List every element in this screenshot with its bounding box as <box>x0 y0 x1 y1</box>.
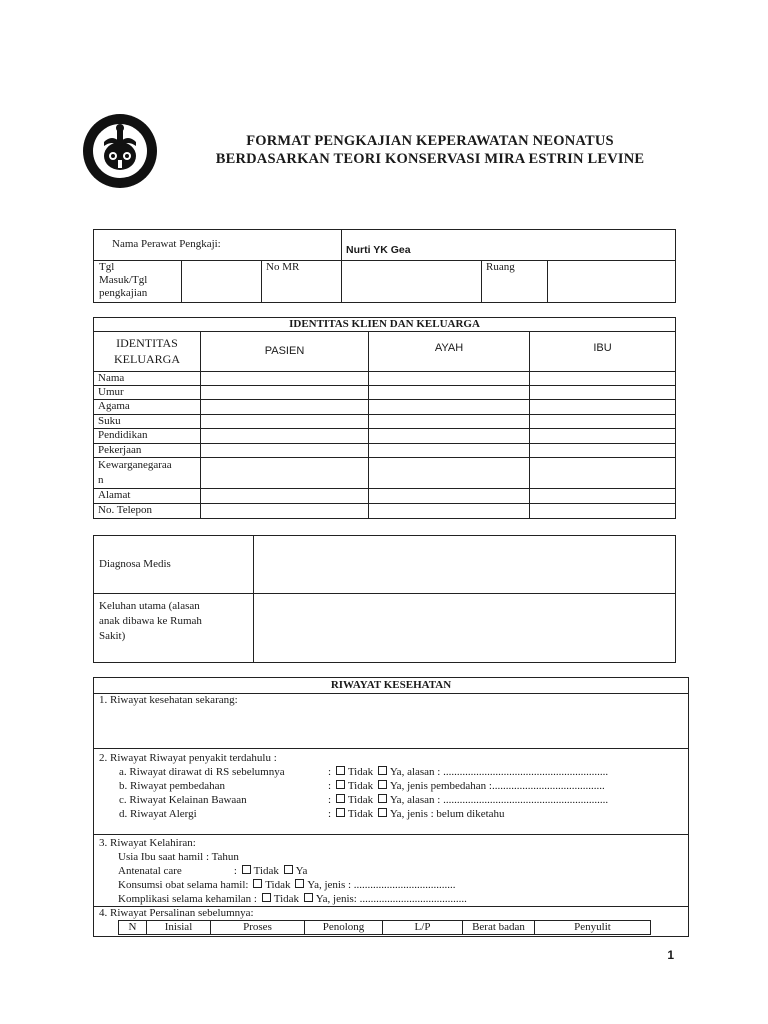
checkbox-ya[interactable] <box>378 766 387 775</box>
row-label: Pekerjaan <box>94 444 201 458</box>
col-patient: PASIEN <box>201 332 369 372</box>
cell[interactable] <box>530 400 676 415</box>
diagnosis-label: Diagnosa Medis <box>94 536 254 594</box>
mr-label: No MR <box>262 261 342 303</box>
cell[interactable] <box>369 400 530 415</box>
checkbox-ya[interactable] <box>304 893 313 902</box>
history-item-2a: a. Riwayat dirawat di RS sebelumnya <box>119 766 285 778</box>
history-item-2c: c. Riwayat Kelainan Bawaan <box>119 794 247 806</box>
cell[interactable] <box>201 504 369 519</box>
cell[interactable] <box>201 415 369 429</box>
checkbox-tidak[interactable] <box>336 808 345 817</box>
col-weight: Berat badan <box>463 921 535 935</box>
mother-age: Usia Ibu saat hamil : Tahun <box>118 851 239 863</box>
cell[interactable] <box>201 372 369 386</box>
col-initial: Inisial <box>147 921 211 935</box>
date-label: Tgl Masuk/Tgl pengkajian <box>94 261 182 303</box>
checkbox-tidak[interactable] <box>253 879 262 888</box>
checkbox-tidak[interactable] <box>242 865 251 874</box>
cell[interactable] <box>201 429 369 444</box>
info-table <box>93 229 676 303</box>
cell[interactable] <box>201 458 369 489</box>
cell[interactable] <box>530 386 676 400</box>
history-item-2c-options: : Tidak Ya, alasan : ............................................................ <box>328 794 609 806</box>
history-item-1: 1. Riwayat kesehatan sekarang: <box>99 694 238 706</box>
row-label: No. Telepon <box>94 504 201 519</box>
row-label: Kewarganegaraa n <box>94 458 201 489</box>
delivery-history-table <box>118 920 651 935</box>
date-field[interactable] <box>182 261 262 303</box>
university-logo <box>82 112 158 190</box>
pregnancy-complications: Komplikasi selama kehamilan : Tidak Ya, jenis: ....................................... <box>118 893 467 905</box>
history-item-3: 3. Riwayat Kelahiran: <box>99 837 196 849</box>
cell[interactable] <box>201 400 369 415</box>
history-item-4: 4. Riwayat Persalinan sebelumnya: <box>99 907 254 919</box>
col-process: Proses <box>211 921 305 935</box>
document-title-line-1: FORMAT PENGKAJIAN KEPERAWATAN NEONATUS <box>246 133 614 149</box>
history-section-title: RIWAYAT KESEHATAN <box>93 677 689 694</box>
col-n: N <box>119 921 147 935</box>
cell[interactable] <box>530 458 676 489</box>
cell[interactable] <box>369 386 530 400</box>
cell[interactable] <box>201 386 369 400</box>
drug-consumption: Konsumsi obat selama hamil: Tidak Ya, jenis : ..................................... <box>118 879 456 891</box>
row-label: Alamat <box>94 489 201 504</box>
cell[interactable] <box>201 489 369 504</box>
row-label: Nama <box>94 372 201 386</box>
cell[interactable] <box>530 429 676 444</box>
history-item-2b: b. Riwayat pembedahan <box>119 780 225 792</box>
cell[interactable] <box>530 504 676 519</box>
checkbox-ya[interactable] <box>284 865 293 874</box>
history-item-2a-options: : Tidak Ya, alasan : ............................................................ <box>328 766 609 778</box>
cell[interactable] <box>369 415 530 429</box>
mr-field[interactable] <box>342 261 482 303</box>
divider <box>93 748 688 749</box>
col-family-identity: IDENTITAS KELUARGA <box>94 332 201 372</box>
complaint-field[interactable] <box>254 594 676 663</box>
identity-table <box>93 317 676 519</box>
cell[interactable] <box>530 489 676 504</box>
row-label: Pendidikan <box>94 429 201 444</box>
nurse-name[interactable]: Nurti YK Gea <box>346 244 411 256</box>
checkbox-tidak[interactable] <box>336 766 345 775</box>
checkbox-ya[interactable] <box>378 794 387 803</box>
nurse-label: Nama Perawat Pengkaji: <box>94 230 342 261</box>
page-number: 1 <box>667 948 674 962</box>
col-complication: Penyulit <box>535 921 651 935</box>
row-label: Suku <box>94 415 201 429</box>
diagnosis-table <box>93 535 676 663</box>
divider <box>93 834 688 835</box>
document-title-line-2: BERDASARKAN TEORI KONSERVASI MIRA ESTRIN LEVINE <box>215 151 645 167</box>
cell[interactable] <box>369 458 530 489</box>
row-label: Umur <box>94 386 201 400</box>
col-father: AYAH <box>369 332 530 372</box>
cell[interactable] <box>530 444 676 458</box>
col-mother: IBU <box>530 332 676 372</box>
room-field[interactable] <box>548 261 676 303</box>
complaint-label: Keluhan utama (alasan anak dibawa ke Rumah Sakit) <box>94 594 254 663</box>
history-item-2: 2. Riwayat Riwayat penyakit terdahulu : <box>99 752 277 764</box>
col-sex: L/P <box>383 921 463 935</box>
diagnosis-field[interactable] <box>254 536 676 594</box>
cell[interactable] <box>530 415 676 429</box>
history-item-2d: d. Riwayat Alergi <box>119 808 197 820</box>
cell[interactable] <box>369 489 530 504</box>
cell[interactable] <box>369 372 530 386</box>
checkbox-tidak[interactable] <box>336 794 345 803</box>
checkbox-ya[interactable] <box>378 808 387 817</box>
room-label: Ruang <box>482 261 548 303</box>
cell[interactable] <box>530 372 676 386</box>
checkbox-ya[interactable] <box>295 879 304 888</box>
row-label: Agama <box>94 400 201 415</box>
cell[interactable] <box>369 444 530 458</box>
cell[interactable] <box>369 504 530 519</box>
checkbox-ya[interactable] <box>378 780 387 789</box>
antenatal-care: Antenatal care : Tidak Ya <box>118 865 308 877</box>
history-item-2b-options: : Tidak Ya, jenis pembedahan :......................................... <box>328 780 605 792</box>
col-helper: Penolong <box>305 921 383 935</box>
identity-section-title: IDENTITAS KLIEN DAN KELUARGA <box>94 318 676 332</box>
history-item-2d-options: : Tidak Ya, jenis : belum diketahu <box>328 808 505 820</box>
checkbox-tidak[interactable] <box>336 780 345 789</box>
checkbox-tidak[interactable] <box>262 893 271 902</box>
cell[interactable] <box>369 429 530 444</box>
cell[interactable] <box>201 444 369 458</box>
